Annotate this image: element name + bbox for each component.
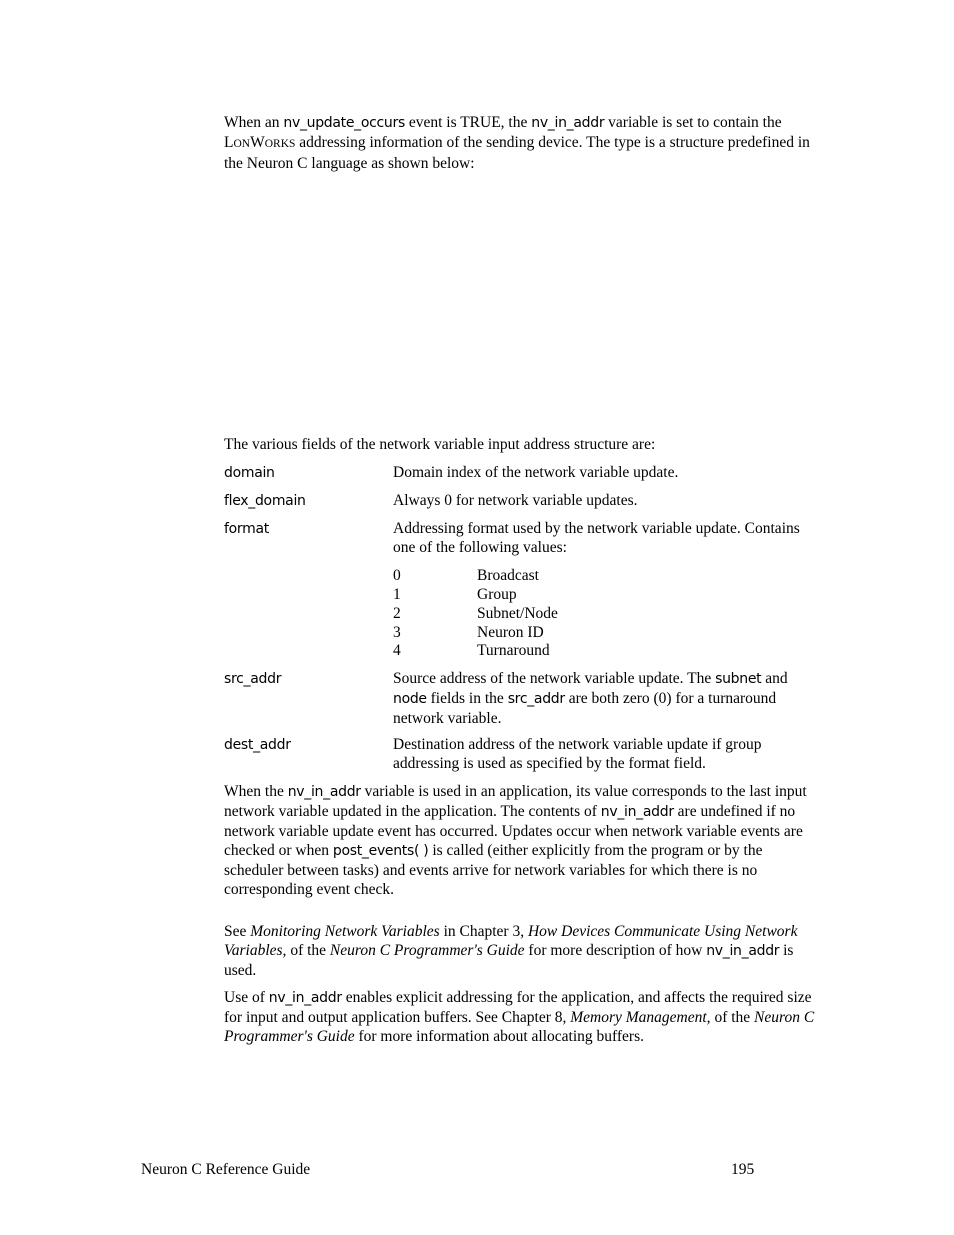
body-text: enables explicit addressing for the application, and affects the required size for input and output application buffers. See Chapter 8, [224,989,812,1026]
desc-text: fields in the [426,690,508,707]
smallcaps-text: ON [233,138,251,150]
smallcaps-text: ORKS [264,138,296,150]
field-term-format: format [224,521,269,537]
code-nv-in-addr: nv_in_addr [268,990,342,1006]
body-text: When the [224,783,288,800]
page-number: 195 [731,1161,755,1178]
format-value-num: 0 [393,567,401,584]
body-text: is called (either explicitly from the program or by the scheduler between tasks) and events arrive for network variables for which there is no corresponding event check. [224,842,763,898]
fields-intro: The various fields of the network variable input address structure are: [224,436,656,453]
see-also-paragraph [224,922,816,980]
body-text: of the [710,1009,755,1026]
format-value-label: Broadcast [477,567,539,584]
code-nv-in-addr: nv_in_addr [706,943,780,959]
reference-title: Memory Management, [570,1009,711,1026]
field-desc-domain: Domain index of the network variable update. [393,464,679,481]
intro-text: addressing information of the sending device. The type is a structure predefined in the Neuron C language as shown below: [224,134,810,172]
intro-paragraph [224,113,816,173]
body-text: is used. [224,942,794,979]
body-text: for more information about allocating buffers. [354,1028,645,1045]
format-value-label: Turnaround [477,642,550,659]
code-subnet: subnet [715,671,762,687]
format-value-num: 2 [393,605,401,622]
body-text: of the [286,942,330,959]
format-value-label: Group [477,586,517,603]
field-desc-format: Addressing format used by the network variable update. Contains one of the following values: [393,520,800,556]
desc-text: and [761,670,788,687]
format-value-num: 3 [393,624,401,641]
code-src-addr: src_addr [507,691,565,707]
body-text: are undefined if no network variable update event has occurred. Updates occur when network variable events are checked or when [224,803,803,859]
field-term-src-addr: src_addr [224,671,282,687]
body-text: variable is used in an application, its value corresponds to the last input network variable updated in the application. The contents of [224,783,807,820]
field-term-domain: domain [224,465,275,481]
code-node: node [393,691,427,707]
desc-text: Source address of the network variable update. The [393,670,716,687]
buffers-paragraph [224,988,816,1046]
reference-title: Monitoring Network Variables [250,923,440,940]
code-post-events: post_events( ) [332,843,429,859]
body-text: Use of [224,989,269,1006]
intro-text: event is TRUE, the [404,114,532,131]
footer-title: Neuron C Reference Guide [141,1161,311,1178]
intro-text: W [250,134,265,151]
field-term-dest-addr: dest_addr [224,737,291,753]
desc-text: are both zero (0) for a turnaround network variable. [393,690,777,727]
body-text: in Chapter 3, [439,923,528,940]
code-nv-in-addr: nv_in_addr [287,784,361,800]
format-value-num: 1 [393,586,401,603]
reference-title: Neuron C Programmer's Guide [224,1009,815,1045]
field-desc-src-addr [393,669,813,728]
format-value-label: Neuron ID [477,624,544,641]
format-value-label: Subnet/Node [477,605,558,622]
code-nv-in-addr: nv_in_addr [531,115,605,131]
field-term-flex-domain: flex_domain [224,493,306,509]
code-nv-in-addr: nv_in_addr [600,804,674,820]
intro-text: variable is set to contain the L [224,114,782,151]
reference-title: How Devices Communicate Using Network Variables, [224,923,798,959]
body-text: See [224,923,251,940]
body-text: for more description of how [524,942,707,959]
field-desc-dest-addr: Destination address of the network variable update if group addressing is used as specified by the format field. [393,736,762,772]
reference-title: Neuron C Programmer's Guide [329,942,525,959]
field-desc-flex-domain: Always 0 for network variable updates. [393,492,638,509]
usage-paragraph [224,782,816,899]
intro-text: When an [224,114,284,131]
format-value-num: 4 [393,642,401,659]
code-nv-update-occurs: nv_update_occurs [283,115,405,131]
